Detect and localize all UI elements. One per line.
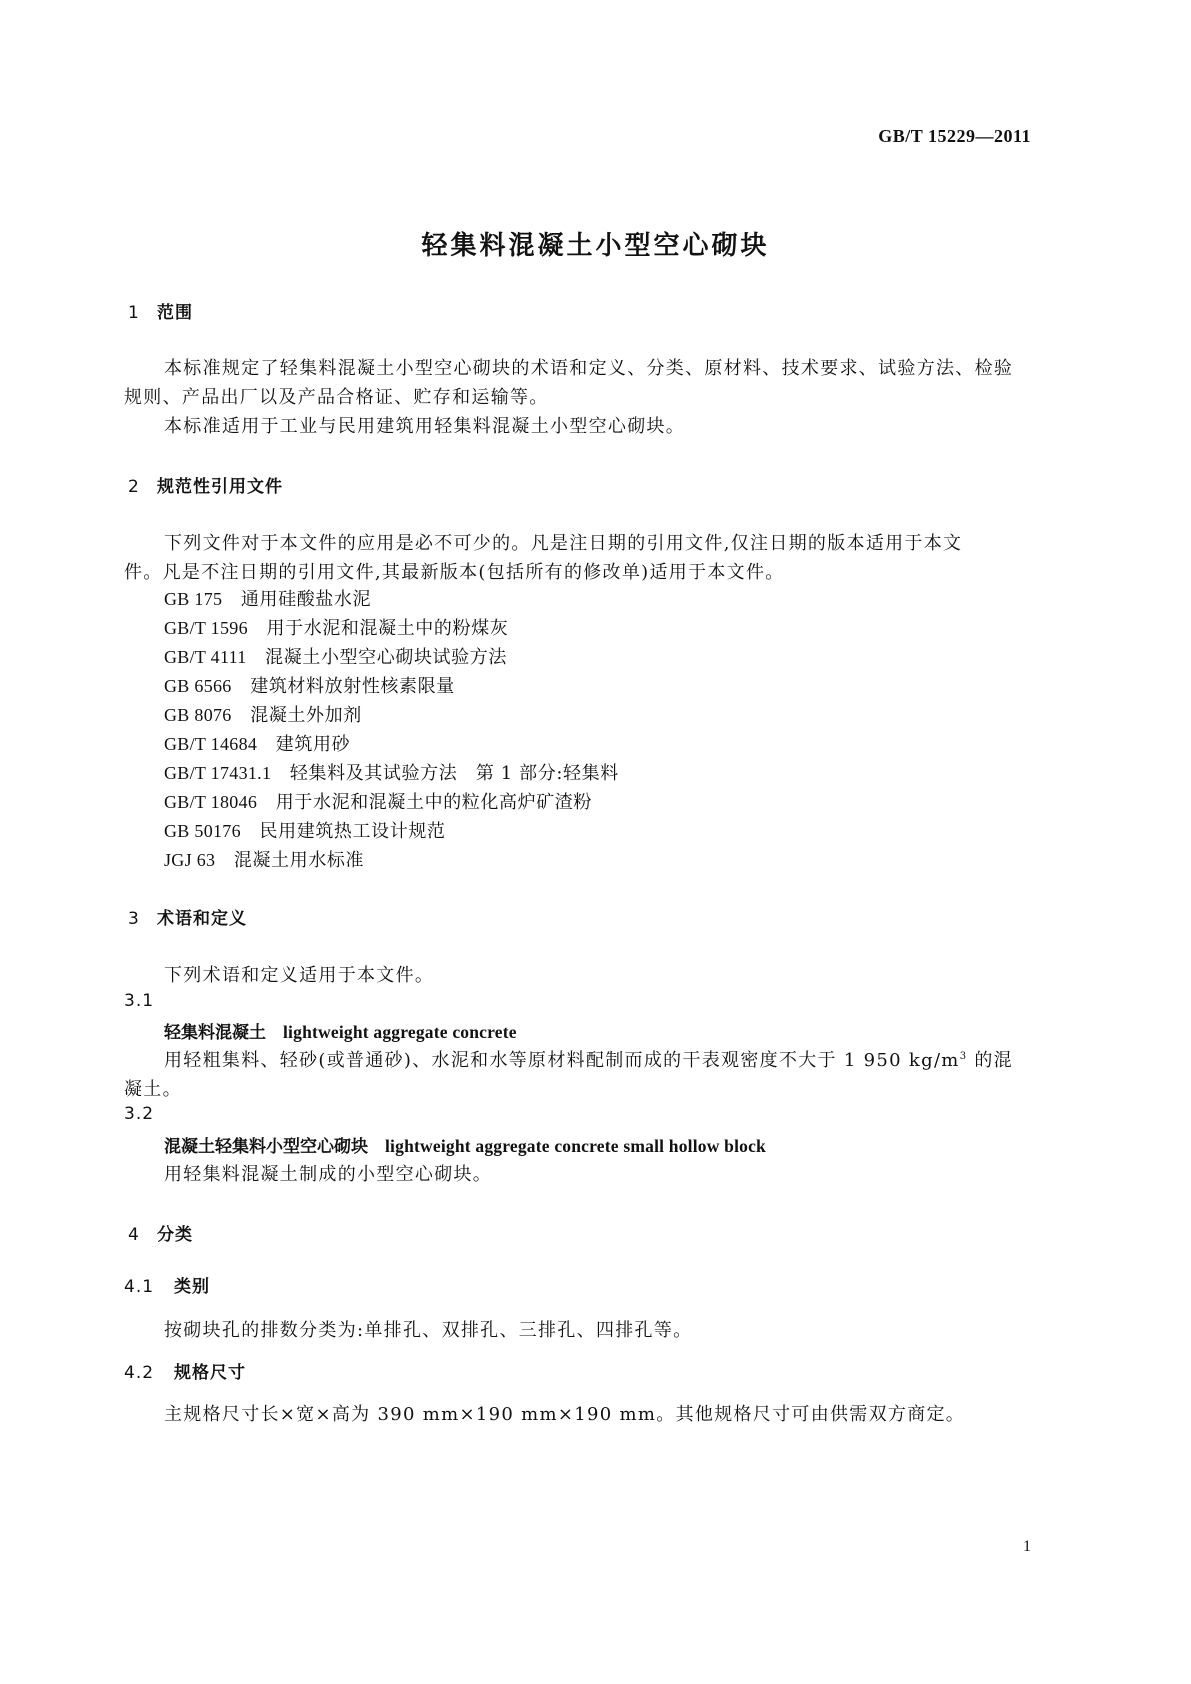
reference-title: 混凝土外加剂: [250, 705, 362, 726]
paragraph-line: 主规格尺寸长×宽×高为 390 mm×190 mm×190 mm。其他规格尺寸可由供需双方商定。: [164, 1404, 966, 1425]
reference-title: 用于水泥和混凝土中的粉煤灰: [266, 618, 509, 639]
reference-item: [164, 701, 362, 727]
reference-item: [164, 585, 371, 611]
subsection-title: 规格尺寸: [174, 1363, 246, 1383]
subsection-title: 类别: [174, 1277, 210, 1297]
reference-title: 民用建筑热工设计规范: [259, 821, 446, 842]
subsection-4-2-heading: [124, 1358, 246, 1383]
paragraph-line: 按砌块孔的排数分类为:单排孔、双排孔、三排孔、四排孔等。: [164, 1320, 693, 1341]
reference-code: GB 50176: [164, 821, 241, 841]
term-number: 3.1: [124, 991, 155, 1011]
reference-code: GB/T 14684: [164, 734, 258, 754]
reference-title: 建筑材料放射性核素限量: [250, 676, 455, 697]
paragraph-line: 规则、产品出厂以及产品合格证、贮存和运输等。: [124, 387, 549, 408]
reference-title: 轻集料及其试验方法 第 1 部分:轻集料: [289, 763, 619, 784]
section-number: 1: [128, 303, 140, 323]
reference-title: 用于水泥和混凝土中的粒化高炉矿渣粉: [275, 792, 592, 813]
section-number: 4: [128, 1225, 140, 1245]
section-title: 分类: [157, 1225, 193, 1245]
subsection-number: 4.2: [124, 1363, 155, 1383]
term-number: 3.2: [124, 1104, 155, 1124]
section-number: 2: [128, 477, 140, 497]
reference-code: GB 6566: [164, 676, 232, 696]
reference-item: [164, 817, 446, 843]
paragraph-line: 本标准适用于工业与民用建筑用轻集料混凝土小型空心砌块。: [164, 416, 686, 437]
section-3-heading: [128, 904, 247, 929]
term-definition-line: 用轻集料混凝土制成的小型空心砌块。: [164, 1164, 493, 1185]
subsection-number: 4.1: [124, 1277, 155, 1297]
reference-title: 建筑用砂: [275, 734, 351, 755]
section-title: 规范性引用文件: [157, 477, 283, 497]
reference-item: [164, 643, 507, 669]
section-4-heading: [128, 1220, 193, 1245]
reference-code: GB/T 4111: [164, 647, 247, 667]
term-english: lightweight aggregate concrete: [283, 1022, 517, 1042]
subsection-4-1-heading: [124, 1272, 210, 1297]
reference-title: 混凝土用水标准: [233, 850, 365, 871]
paragraph-line: 本标准规定了轻集料混凝土小型空心砌块的术语和定义、分类、原材料、技术要求、试验方法、检验: [164, 358, 1014, 379]
definition-text: 的混: [967, 1050, 1013, 1071]
standard-number: GB/T 15229—2011: [878, 126, 1031, 146]
reference-item: [164, 788, 592, 814]
definition-text: 用轻粗集料、轻砂(或普通砂)、水泥和水等原材料配制而成的干表观密度不大于 1 950 kg/m: [164, 1050, 960, 1071]
reference-code: GB/T 1596: [164, 618, 248, 638]
paragraph-line: 下列术语和定义适用于本文件。: [164, 965, 435, 986]
page-number: 1: [1023, 1538, 1031, 1555]
document-title: 轻集料混凝土小型空心砌块: [421, 231, 770, 261]
section-title: 术语和定义: [157, 909, 247, 929]
term-chinese: 混凝土轻集料小型空心砌块: [164, 1137, 368, 1157]
section-2-heading: [128, 472, 283, 497]
term-chinese: 轻集料混凝土: [164, 1023, 266, 1043]
superscript: 3: [959, 1051, 968, 1062]
reference-code: GB/T 18046: [164, 792, 258, 812]
reference-item: [164, 672, 455, 698]
section-number: 3: [128, 909, 140, 929]
reference-code: GB 175: [164, 589, 223, 609]
term-definition-line: 凝土。: [124, 1079, 182, 1100]
section-title: 范围: [157, 303, 193, 323]
paragraph-line: 件。凡是不注日期的引用文件,其最新版本(包括所有的修改单)适用于本文件。: [124, 562, 785, 583]
term-entry: [164, 1018, 517, 1043]
reference-code: GB 8076: [164, 705, 232, 725]
reference-item: [164, 614, 508, 640]
paragraph-line: 下列文件对于本文件的应用是必不可少的。凡是注日期的引用文件,仅注日期的版本适用于本文: [164, 533, 963, 554]
reference-item: [164, 730, 350, 756]
term-entry: [164, 1132, 766, 1157]
reference-item: [164, 846, 364, 872]
reference-code: JGJ 63: [164, 850, 216, 870]
reference-title: 通用硅酸盐水泥: [240, 589, 372, 610]
reference-title: 混凝土小型空心砌块试验方法: [265, 647, 507, 668]
reference-code: GB/T 17431.1: [164, 763, 272, 783]
term-definition-line: [164, 1046, 1013, 1072]
section-1-heading: [128, 298, 193, 323]
reference-item: [164, 759, 619, 785]
term-english: lightweight aggregate concrete small hollow block: [385, 1136, 766, 1156]
